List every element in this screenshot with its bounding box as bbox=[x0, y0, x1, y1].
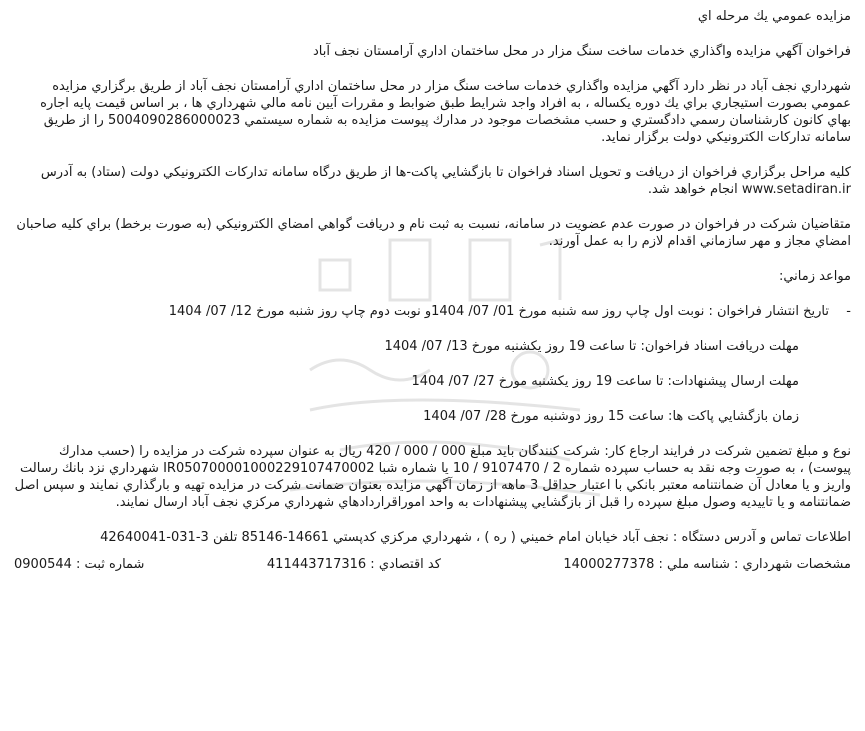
schedule-item: - تاريخ انتشار فراخوان : نوبت اول چاپ روز سه شنبه مورخ 01/ 07/ 1404و نوبت دوم چاپ روز شنبه مورخ 12/ 07/ 1404 bbox=[14, 303, 851, 320]
applicants-paragraph: متقاضيان شركت در فراخوان در صورت عدم عضويت در سامانه، نسبت به ثبت نام و دريافت گواهي امضاي الكترونيكي (به صورت برخط) براي كليه صاحبان امضاي مجاز و مهر سازماني اقدام لازم را به عمل آورند. bbox=[16, 217, 851, 249]
schedule-item: مهلت ارسال پيشنهادات: تا ساعت 19 روز يكشنبه مورخ 27/ 07/ 1404 bbox=[411, 374, 799, 389]
national-id: مشخصات شهرداري : شناسه ملي : 14000277378 bbox=[563, 557, 851, 572]
intro-paragraph: شهرداري نجف آباد در نظر دارد آگهي مزايده واگذاري خدمات ساخت سنگ مزار در محل ساختمان اداري آرامستان نجف آباد از طريق برگزاري مزايده عمومي بصورت استيجاري براي يك دوره يكساله ، به افراد واجد شرايط طبق ضوابط و مقررات آيين نامه مالي شهرداري ها ، بر اساس قيمت پايه اجاره بهاي كانون كارشناسان رسمي دادگستري و حسب مشخصات موجود در مدارك پيوست مزايده به شماره سيستمي 5004090286000023 را از طريق سامانه تداركات الكترونيكي دولت برگزار نمايد. bbox=[40, 79, 851, 145]
process-paragraph: كليه مراحل برگزاري فراخوان از دريافت و تحويل اسناد فراخوان تا بازگشايي پاكت-ها از طريق درگاه سامانه تداركات الكترونيكي دولت (ستاد) به آدرس www.setadiran.ir انجام خواهد شد. bbox=[40, 165, 851, 197]
notice-title: فراخوان آگهي مزايده واگذاري خدمات ساخت سنگ مزار در محل ساختمان اداري آرامستان نجف آباد bbox=[312, 44, 851, 59]
schedule-heading: مواعد زماني: bbox=[778, 269, 851, 284]
notice-heading: مزايده عمومي يك مرحله اي bbox=[697, 9, 851, 24]
guarantee-paragraph: نوع و مبلغ تضمين شركت در فرايند ارجاع كار: شركت كنندگان بايد مبلغ 000 / 000 / 420 ريال به عنوان سپرده شركت در مزايده را (حسب مدارك پيوست) ، به صورت وجه نقد به حساب سپرده شماره 2 / 9107470 / 10 يا شماره شبا IR050700001000229107470002 شهرداري نزد بانك رسالت واريز و يا معادل آن ضمانتنامه معتبر بانكي با اعتبار حداقل 3 ماهه از زمان آگهي مزايده بعنوان ضمانت شركت در مزايده تهيه و بارگذاري نمايند و سپس اصل ضمانتنامه و يا تاييديه وصول مبلغ سپرده را قبل از بازگشايي پيشنهادات به واحد اموراقراردادهاي شهرداري مركزي نجف آباد ارسال نمايند. bbox=[14, 444, 851, 510]
economic-code: كد اقتصادي : 411443717316 bbox=[266, 557, 441, 572]
schedule-item: زمان بازگشايي پاكت ها: ساعت 15 روز دوشنبه مورخ 28/ 07/ 1404 bbox=[423, 409, 799, 424]
contact-paragraph: اطلاعات تماس و آدرس دستگاه : نجف آباد خيابان امام خميني ( ره ) ، شهرداري مركزي كدپستي 14661-85146 تلفن 3-031-42640041 bbox=[100, 530, 851, 545]
schedule-list bbox=[14, 303, 851, 425]
municipality-identifiers bbox=[14, 556, 851, 573]
tender-notice-document bbox=[14, 8, 851, 731]
registration-number: شماره ثبت : 0900544 bbox=[14, 557, 145, 572]
schedule-item: مهلت دريافت اسناد فراخوان: تا ساعت 19 روز يكشنبه مورخ 13/ 07/ 1404 bbox=[384, 339, 799, 354]
